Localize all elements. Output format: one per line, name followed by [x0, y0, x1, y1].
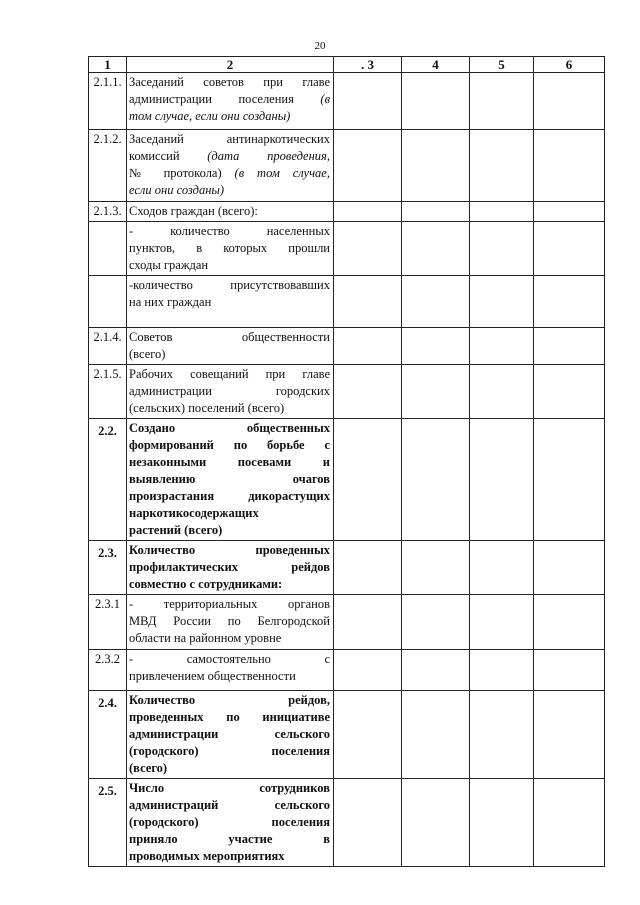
- description-line: наркотикосодержащих: [129, 506, 259, 520]
- description-line: на них граждан: [129, 295, 212, 309]
- row-description: [127, 222, 334, 276]
- empty-cell-col-3[interactable]: [334, 541, 402, 595]
- description-line: проведенных по инициативе: [129, 710, 330, 724]
- header-col-3: . 3: [334, 57, 402, 73]
- description-line: профилактических рейдов: [129, 560, 330, 574]
- empty-cell-col-5[interactable]: [470, 691, 534, 779]
- empty-cell-col-3[interactable]: [334, 691, 402, 779]
- empty-cell-col-3[interactable]: [334, 365, 402, 419]
- description-line: (городского) поселения: [129, 744, 330, 758]
- empty-cell-col-6[interactable]: [534, 130, 605, 202]
- header-row: [89, 57, 605, 73]
- empty-cell-col-6[interactable]: [534, 779, 605, 867]
- empty-cell-col-3[interactable]: [334, 595, 402, 650]
- row-number: 2.5.: [89, 779, 127, 867]
- row-description: [127, 595, 334, 650]
- empty-cell-col-5[interactable]: [470, 595, 534, 650]
- empty-cell-col-4[interactable]: [402, 73, 470, 130]
- empty-cell-col-5[interactable]: [470, 419, 534, 541]
- empty-cell-col-4[interactable]: [402, 541, 470, 595]
- row-number: 2.2.: [89, 419, 127, 541]
- empty-cell-col-6[interactable]: [534, 691, 605, 779]
- empty-cell-col-5[interactable]: [470, 276, 534, 328]
- empty-cell-col-5[interactable]: [470, 650, 534, 691]
- empty-cell-col-5[interactable]: [470, 130, 534, 202]
- empty-cell-col-4[interactable]: [402, 691, 470, 779]
- row-description: [127, 650, 334, 691]
- description-line: приняло участие в: [129, 832, 330, 846]
- empty-cell-col-6[interactable]: [534, 419, 605, 541]
- row-description: [127, 328, 334, 365]
- row-number: 2.3.1: [89, 595, 127, 650]
- table-row: [89, 650, 605, 691]
- table-row: [89, 779, 605, 867]
- row-description: [127, 73, 334, 130]
- empty-cell-col-3[interactable]: [334, 650, 402, 691]
- description-line: пунктов, в которых прошли: [129, 241, 330, 255]
- row-number: 2.3.2: [89, 650, 127, 691]
- header-col-5: 5: [470, 57, 534, 73]
- empty-cell-col-5[interactable]: [470, 541, 534, 595]
- table-row: [89, 365, 605, 419]
- description-line: Советов общественности: [129, 330, 330, 344]
- empty-cell-col-5[interactable]: [470, 202, 534, 222]
- table-row: [89, 328, 605, 365]
- empty-cell-col-4[interactable]: [402, 276, 470, 328]
- description-line: области на районном уровне: [129, 631, 282, 645]
- header-col-2: 2: [127, 57, 334, 73]
- description-line: администраций сельского: [129, 798, 330, 812]
- description-line: Количество рейдов,: [129, 693, 330, 707]
- description-line: администрации городских: [129, 384, 330, 398]
- header-col-1: 1: [89, 57, 127, 73]
- empty-cell-col-3[interactable]: [334, 130, 402, 202]
- empty-cell-col-6[interactable]: [534, 650, 605, 691]
- empty-cell-col-4[interactable]: [402, 222, 470, 276]
- description-line: - территориальных органов: [129, 597, 330, 611]
- table-row: [89, 202, 605, 222]
- row-number: 2.1.2.: [89, 130, 127, 202]
- empty-cell-col-3[interactable]: [334, 779, 402, 867]
- empty-cell-col-5[interactable]: [470, 222, 534, 276]
- description-line: незаконными посевами и: [129, 455, 330, 469]
- empty-cell-col-6[interactable]: [534, 222, 605, 276]
- row-description: [127, 541, 334, 595]
- table-row: [89, 130, 605, 202]
- description-line: Заседаний советов при главе: [129, 75, 330, 89]
- description-line: Сходов граждан (всего):: [129, 204, 258, 218]
- description-line: № протокола) (в том случае,: [129, 166, 330, 180]
- empty-cell-col-3[interactable]: [334, 202, 402, 222]
- empty-cell-col-4[interactable]: [402, 650, 470, 691]
- header-col-4: 4: [402, 57, 470, 73]
- description-line: администрации сельского: [129, 727, 330, 741]
- empty-cell-col-5[interactable]: [470, 73, 534, 130]
- table-row: [89, 222, 605, 276]
- empty-cell-col-4[interactable]: [402, 595, 470, 650]
- empty-cell-col-4[interactable]: [402, 419, 470, 541]
- table-row: [89, 541, 605, 595]
- row-number: [89, 222, 127, 276]
- empty-cell-col-3[interactable]: [334, 276, 402, 328]
- table-row: [89, 73, 605, 130]
- report-table: [88, 56, 605, 867]
- row-number: 2.1.1.: [89, 73, 127, 130]
- table-row: [89, 595, 605, 650]
- empty-cell-col-4[interactable]: [402, 202, 470, 222]
- description-line: формирований по борьбе с: [129, 438, 330, 452]
- description-line: если они созданы): [129, 183, 225, 197]
- empty-cell-col-3[interactable]: [334, 73, 402, 130]
- row-description: [127, 691, 334, 779]
- empty-cell-col-5[interactable]: [470, 365, 534, 419]
- row-number: 2.1.4.: [89, 328, 127, 365]
- empty-cell-col-6[interactable]: [534, 276, 605, 328]
- description-line: -количество присутствовавших: [129, 278, 330, 292]
- description-line: Рабочих совещаний при главе: [129, 367, 330, 381]
- description-line: том случае, если они созданы): [129, 109, 291, 123]
- table-row: [89, 691, 605, 779]
- description-line: Заседаний антинаркотических: [129, 132, 330, 146]
- description-line: (сельских) поселений (всего): [129, 401, 285, 415]
- description-line: - самостоятельно с: [129, 652, 330, 666]
- empty-cell-col-6[interactable]: [534, 202, 605, 222]
- empty-cell-col-5[interactable]: [470, 779, 534, 867]
- header-col-6: 6: [534, 57, 605, 73]
- row-description: [127, 419, 334, 541]
- empty-cell-col-3[interactable]: [334, 328, 402, 365]
- row-number: 2.3.: [89, 541, 127, 595]
- empty-cell-col-3[interactable]: [334, 222, 402, 276]
- empty-cell-col-6[interactable]: [534, 365, 605, 419]
- empty-cell-col-6[interactable]: [534, 73, 605, 130]
- empty-cell-col-3[interactable]: [334, 419, 402, 541]
- description-line: растений (всего): [129, 523, 223, 537]
- row-description: [127, 202, 334, 222]
- description-line: (городского) поселения: [129, 815, 330, 829]
- page-number: 20: [314, 40, 326, 52]
- empty-cell-col-4[interactable]: [402, 130, 470, 202]
- row-description: [127, 779, 334, 867]
- empty-cell-col-5[interactable]: [470, 328, 534, 365]
- row-description: [127, 130, 334, 202]
- description-line: - количество населенных: [129, 224, 330, 238]
- empty-cell-col-4[interactable]: [402, 365, 470, 419]
- empty-cell-col-6[interactable]: [534, 595, 605, 650]
- description-line: выявлению очагов: [129, 472, 330, 486]
- description-line: (всего): [129, 761, 168, 775]
- description-line: произрастания дикорастущих: [129, 489, 330, 503]
- row-description: [127, 365, 334, 419]
- description-line: Количество проведенных: [129, 543, 330, 557]
- description-line: (всего): [129, 347, 166, 361]
- description-line: администрации поселения (в: [129, 92, 330, 106]
- description-line: МВД России по Белгородской: [129, 614, 330, 628]
- row-number: [89, 276, 127, 328]
- description-line: сходы граждан: [129, 258, 209, 272]
- empty-cell-col-4[interactable]: [402, 779, 470, 867]
- description-line: комиссий (дата проведения,: [129, 149, 330, 163]
- row-number: 2.4.: [89, 691, 127, 779]
- description-line: проводимых мероприятиях: [129, 849, 285, 863]
- row-description: [127, 276, 334, 328]
- empty-cell-col-6[interactable]: [534, 541, 605, 595]
- description-line: Создано общественных: [129, 421, 330, 435]
- description-line: совместно с сотрудниками:: [129, 577, 283, 591]
- empty-cell-col-4[interactable]: [402, 328, 470, 365]
- empty-cell-col-6[interactable]: [534, 328, 605, 365]
- description-line: Число сотрудников: [129, 781, 330, 795]
- row-number: 2.1.3.: [89, 202, 127, 222]
- table-row: [89, 419, 605, 541]
- description-line: привлечением общественности: [129, 669, 296, 683]
- row-number: 2.1.5.: [89, 365, 127, 419]
- table-row: [89, 276, 605, 328]
